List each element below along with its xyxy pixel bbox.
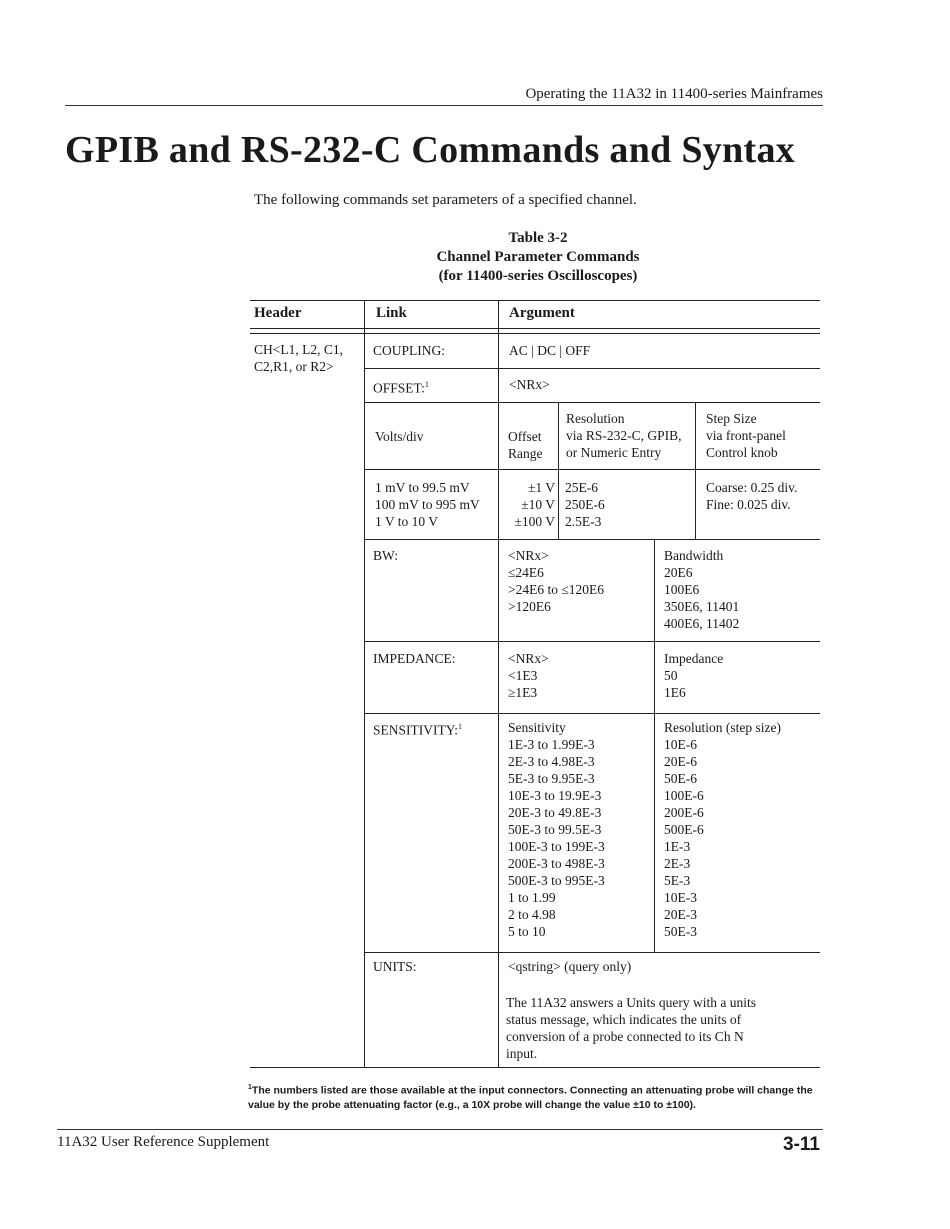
sensitivity-resolution: 20E-3 xyxy=(664,907,697,922)
link-sensitivity-label: SENSITIVITY: xyxy=(373,722,459,738)
offset-range-label-line: Offset xyxy=(508,429,542,444)
argument-units: <qstring> (query only) xyxy=(508,959,632,974)
offset-step-size-label xyxy=(706,410,786,461)
footnote-mark-sensitivity: 1 xyxy=(458,722,463,731)
header-rule xyxy=(65,105,823,106)
offset-resolution-value: 250E-6 xyxy=(565,497,605,512)
col-rule-offset-resolution xyxy=(558,402,559,539)
header-channel-line-1: CH<L1, L2, C1, xyxy=(254,342,343,357)
sensitivity-resolution: 100E-6 xyxy=(664,788,704,803)
link-coupling: COUPLING: xyxy=(373,343,446,358)
bw-argument: ≤24E6 xyxy=(508,565,544,580)
bw-bandwidth-value: 100E6 xyxy=(664,582,700,597)
argument-offset: <NRx> xyxy=(509,377,550,392)
row-rule-coupling xyxy=(364,368,820,369)
sensitivity-range: 200E-3 to 498E-3 xyxy=(508,856,605,871)
impedance-argument: ≥1E3 xyxy=(508,685,538,700)
sensitivity-resolution: 10E-6 xyxy=(664,737,697,752)
offset-range-label xyxy=(508,428,543,462)
table-caption xyxy=(38,229,950,286)
offset-step-size-label-line: Control knob xyxy=(706,445,778,460)
impedance-argument: <NRx> xyxy=(508,651,549,666)
units-description-line: input. xyxy=(506,1046,538,1061)
sensitivity-resolution: 2E-3 xyxy=(664,856,691,871)
sensitivity-range: 1E-3 to 1.99E-3 xyxy=(508,737,595,752)
footnote-mark: 1 xyxy=(248,1084,252,1091)
argument-bw xyxy=(508,547,604,615)
table-header-rule xyxy=(250,328,820,329)
offset-resolution-label xyxy=(566,410,682,461)
volts-div-value: 1 mV to 99.5 mV xyxy=(375,480,470,495)
sensitivity-range: 2 to 4.98 xyxy=(508,907,556,922)
row-rule-impedance xyxy=(364,713,820,714)
footnote xyxy=(248,1081,820,1112)
row-rule-bw xyxy=(364,641,820,642)
sensitivity-range: Sensitivity xyxy=(508,720,566,735)
offset-step-size-label-line: Step Size xyxy=(706,411,757,426)
running-header: Operating the 11A32 in 11400-series Mainframes xyxy=(525,86,823,102)
bw-bandwidth-value: 400E6, 11402 xyxy=(664,616,740,631)
col-rule-values xyxy=(654,539,655,952)
sensitivity-range: 50E-3 to 99.5E-3 xyxy=(508,822,602,837)
offset-range-value: ±100 V xyxy=(514,514,555,529)
impedance-value: 50 xyxy=(664,668,678,683)
sensitivity-range: 5E-3 to 9.95E-3 xyxy=(508,771,595,786)
offset-step-size-value: Coarse: 0.25 div. xyxy=(706,480,798,495)
sensitivity-resolution: 50E-3 xyxy=(664,924,697,939)
table-header-rule-2 xyxy=(250,333,820,334)
table-top-rule xyxy=(250,300,820,301)
units-description-line: The 11A32 answers a Units query with a units xyxy=(506,995,756,1010)
sensitivity-resolution: Resolution (step size) xyxy=(664,720,781,735)
sensitivity-range: 5 to 10 xyxy=(508,924,546,939)
offset-range-value: ±1 V xyxy=(527,480,555,495)
offset-range-label-line: Range xyxy=(508,446,543,461)
volts-div-value: 100 mV to 995 mV xyxy=(375,497,480,512)
table-name: Channel Parameter Commands xyxy=(436,249,640,265)
row-rule-offset xyxy=(364,402,820,403)
row-rule-offset-header xyxy=(364,469,820,470)
col-rule-argument xyxy=(498,300,499,1067)
offset-step-size-values xyxy=(706,479,797,513)
col-header-header: Header xyxy=(254,305,302,321)
table-bottom-rule xyxy=(250,1067,820,1068)
sensitivity-resolution: 200E-6 xyxy=(664,805,704,820)
sensitivity-resolution: 500E-6 xyxy=(664,822,704,837)
link-sensitivity xyxy=(373,718,462,739)
bw-argument: >120E6 xyxy=(508,599,551,614)
sensitivity-resolution: 5E-3 xyxy=(664,873,691,888)
header-channel-value xyxy=(254,341,343,375)
argument-coupling: AC | DC | OFF xyxy=(509,343,591,358)
sensitivity-resolution: 20E-6 xyxy=(664,754,697,769)
footer-document-title: 11A32 User Reference Supplement xyxy=(57,1134,270,1150)
header-channel-line-2: C2,R1, or R2> xyxy=(254,359,334,374)
impedance-value: Impedance xyxy=(664,651,724,666)
col-rule-link xyxy=(364,300,365,1067)
offset-resolution-label-line: Resolution xyxy=(566,411,625,426)
offset-step-size-value: Fine: 0.025 div. xyxy=(706,497,791,512)
impedance-values xyxy=(664,650,723,701)
link-offset xyxy=(373,376,429,397)
row-rule-sensitivity xyxy=(364,952,820,953)
offset-range-values xyxy=(508,479,555,530)
link-bw: BW: xyxy=(373,548,398,563)
volts-div-value: 1 V to 10 V xyxy=(375,514,439,529)
bw-argument: <NRx> xyxy=(508,548,549,563)
offset-volts-div-values xyxy=(375,479,480,530)
col-rule-offset-stepsize xyxy=(695,402,696,539)
sensitivity-resolution: 1E-3 xyxy=(664,839,691,854)
units-description-line: status message, which indicates the units of xyxy=(506,1012,742,1027)
table-scope: (for 11400-series Oscilloscopes) xyxy=(438,268,638,284)
units-description-line: conversion of a probe connected to its Ch N xyxy=(506,1029,744,1044)
sensitivity-resolutions xyxy=(664,719,781,940)
bw-bandwidth-value: 350E6, 11401 xyxy=(664,599,740,614)
link-units: UNITS: xyxy=(373,959,417,974)
offset-resolution-label-line: via RS-232-C, GPIB, xyxy=(566,428,682,443)
offset-step-size-label-line: via front-panel xyxy=(706,428,786,443)
sensitivity-range: 20E-3 to 49.8E-3 xyxy=(508,805,602,820)
bw-bandwidth-values xyxy=(664,547,739,632)
link-offset-label: OFFSET: xyxy=(373,380,425,396)
sensitivity-range: 500E-3 to 995E-3 xyxy=(508,873,605,888)
offset-range-value: ±10 V xyxy=(521,497,555,512)
units-description xyxy=(506,994,756,1062)
sensitivity-ranges xyxy=(508,719,605,940)
page-number: 3-11 xyxy=(783,1134,820,1155)
page-title: GPIB and RS-232-C Commands and Syntax xyxy=(65,129,796,171)
sensitivity-range: 10E-3 to 19.9E-3 xyxy=(508,788,602,803)
intro-text: The following commands set parameters of a specified channel. xyxy=(254,192,637,208)
offset-resolution-value: 2.5E-3 xyxy=(565,514,602,529)
footnote-mark-offset: 1 xyxy=(424,380,429,389)
footnote-text: The numbers listed are those available at the input connectors. Connecting an attenuating probe will change the value by the probe attenuating factor (e.g., a 10X probe will change the value ±10 to ±100). xyxy=(248,1084,813,1111)
link-impedance: IMPEDANCE: xyxy=(373,651,456,666)
sensitivity-range: 1 to 1.99 xyxy=(508,890,556,905)
footer-rule xyxy=(57,1129,823,1130)
offset-resolution-value: 25E-6 xyxy=(565,480,598,495)
impedance-value: 1E6 xyxy=(664,685,686,700)
bw-bandwidth-value: Bandwidth xyxy=(664,548,724,563)
sensitivity-range: 2E-3 to 4.98E-3 xyxy=(508,754,595,769)
sensitivity-resolution: 10E-3 xyxy=(664,890,697,905)
table-number: Table 3-2 xyxy=(508,230,568,246)
sensitivity-range: 100E-3 to 199E-3 xyxy=(508,839,605,854)
offset-resolution-values xyxy=(565,479,605,530)
col-header-link: Link xyxy=(376,305,407,321)
sensitivity-resolution: 50E-6 xyxy=(664,771,697,786)
col-header-argument: Argument xyxy=(509,305,575,321)
row-rule-offset-values xyxy=(364,539,820,540)
impedance-argument: <1E3 xyxy=(508,668,538,683)
bw-argument: >24E6 to ≤120E6 xyxy=(508,582,605,597)
argument-impedance xyxy=(508,650,549,701)
bw-bandwidth-value: 20E6 xyxy=(664,565,693,580)
offset-volts-div-label: Volts/div xyxy=(375,429,424,444)
offset-resolution-label-line: or Numeric Entry xyxy=(566,445,662,460)
